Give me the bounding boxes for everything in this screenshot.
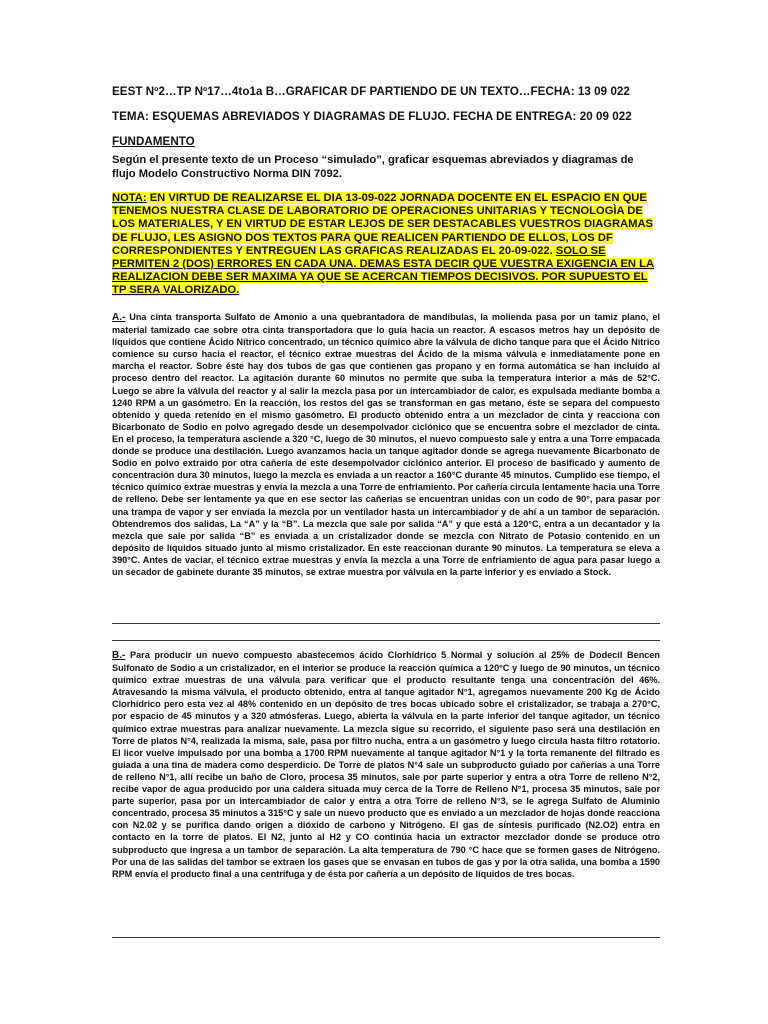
divider-line [112,640,660,641]
section-heading-fundamento: FUNDAMENTO [112,135,195,148]
section-b-label: B.- [112,650,126,661]
intro-paragraph: Según el presente texto de un Proceso “simulado”, graficar esquemas abreviados y diagramas de flujo Modelo Constructivo Norma DIN 7092. [112,154,634,180]
nota-text-part-1: EN VIRTUD DE REALIZARSE EL DIA 13-09-022 JORNADA DOCENTE EN EL ESPACIO EN QUE TENEMOS NUESTRA CLASE DE LABORATORIO DE OPERACIONES UNITARIAS Y TECNOLOGÌA DE LOS MATERIALES, Y EN VIRTUD DE ESTAR LEJOS DE SER DESTACABLES VUESTROS DIAGRAMAS DE FLUJO, LES ASIGNO DOS TEXTOS PARA QUE REALICEN PARTIENDO DE ELLOS, LOS DF CORRESPONDIENTES Y ENTREGUEN LAS GRAFICAS REALIZADAS EL 20-09-022. [112,192,653,257]
section-b-paragraph [112,649,660,880]
section-a-paragraph [112,311,660,578]
header-line-1: EEST Nº2…TP Nº17…4to1a B…GRAFICAR DF PARTIENDO DE UN TEXTO…FECHA: 13 09 022 [112,85,630,98]
divider-line [112,623,660,624]
nota-text-part-2: SOLO SE PERMITEN 2 (DOS) ERRORES EN CADA UNA. DEMAS ESTA DECIR QUE VUESTRA EXIGENCIA EN LA REALIZACION DEBE SER MAXIMA YA QUE SE ACERCAN TIEMPOS DECISIVOS. POR SUPUESTO EL TP SERA VALORIZADO. [112,244,655,297]
header-line-2: TEMA: ESQUEMAS ABREVIADOS Y DIAGRAMAS DE FLUJO. FECHA DE ENTREGA: 20 09 022 [112,110,632,123]
nota-label: NOTA: [112,192,147,204]
section-b-text: Para producir un nuevo compuesto abastecemos ácido Clorhídrico 5 Normal y solución al 25% de Dodecil Bencen Sulfonato de Sodio a un cristalizador, en el interior se produce la reacción química a 120°C y luego de 90 minutos, un técnico químico extrae muestras de una válvula para verificar que el producto resultante tenga una concentración del 46%. Atravesando la misma válvula, el producto obtenido, entra al tanque agitador N°1, agregamos nuevamente 200 Kg de Ácido Clorhídrico pero esta vez al 48% contenido en un depósito de tres bocas ubicado sobre el cristalizador, se trabaja a 270°C, por espacio de 45 minutos y a 320 atmósferas. Luego, abierta la válvula en la parte inferior del tanque agitador, un técnico químico extrae muestras para analizar nuevamente. La mezcla sigue su recorrido, el siguiente paso será una destilación en Torre de platos N°4, realizada la misma, sale, pasa por filtro nucha, entra a un gasómetro y luego circula hasta filtro rotatorio. El licor vuelve impulsado por una bomba a 1700 RPM nuevamente al tanque agitador N°1 y la torta remanente del filtrado es guiada a una tina de madera como desperdicio. De Torre de platos N°4 sale un subproducto guiado por cañerías a una Torre de relleno N°1, allí recibe un baño de Cloro, procesa 35 minutos, sale por parte superior y entra a otra Torre de relleno N°2, recibe vapor de agua producido por una caldera situada muy cerca de la Torre de Relleno N°1, procesa 35 minutos, sale por parte superior, pasa por un intercambiador de calor y entra a otra Torre de relleno N°3, se le agrega Sulfato de Aluminio concentrado, procesa 35 minutos a 315°C y sale un nuevo producto que es enviado a un mezclador de hojas donde reacciona con N2.02 y se purifica dando origen a dióxido de carbono y Nitrógeno. El gas de síntesis purificado (N2.O2) entra en contacto en la torre de platos. El N2, junto al H2 y CO continúa hacia un extractor mezclador donde se produce otro subproducto que ingresa a un tambor de separación. La alta temperatura de 790 °C hace que se formen gases de Nitrógeno. Por una de las salidas del tambor se extraen los gases que se envasan en tubos de gas y por la otra salida, una bomba a 1590 RPM envía el producto final a una centrifuga y de ésta por cañería a un depósito de líquidos de tres bocas. [112,650,660,879]
divider-line [112,937,660,938]
section-a-label: A.- [112,312,126,323]
nota-paragraph [112,192,660,298]
section-a-text: Una cinta transporta Sulfato de Amonio a una quebrantadora de mandíbulas, la molienda pasa por un tamiz plano, el material tamizado cae sobre otra cinta transportadora que lo guía hacia un reactor. A escasos metros hay un depósito de líquidos que contiene Ácido Nítrico concentrado, un técnico químico abre la válvula de dicho tanque para que el Ácido Nítrico comience su curso hacia el reactor, el técnico extrae muestras del Ácido de la misma válvula e inmediatamente pone en marcha el reactor. Sobre éste hay dos tubos de gas que contienen gas propano y en forma automática se han incluido al proceso dentro del reactor. La agitación durante 60 minutos no permite que suba la temperatura interior a más de 52°C. Luego se abre la válvula del reactor y al salir la mezcla pasa por un intercambiador de calor, es expulsada mediante bomba a 1240 RPM a un gasómetro. En la reacción, los restos del gas se transforman en gas metano, éste se separa del compuesto obtenido y queda retenido en el mismo gasómetro. El producto obtenido entra a un mezclador de cinta y reacciona con Bicarbonato de Sodio en polvo agregado desde un desempolvador ciclónico que se encuentra sobre el mezclador de cinta. En el proceso, la temperatura asciende a 320 °C, luego de 30 minutos, el nuevo compuesto sale y entra a una Torre empacada donde se produce una destilación. Luego avanzamos hacia un tanque agitador donde se agrega nuevamente Bicarbonato de Sodio en polvo extraido por otra cañería de este desempolvador ciclónico anterior. El proceso de basificado y aumento de concentración dura 30 minutos, luego la mezcla es enviada a un reactor a 160°C durante 45 minutos. Cumplido ese tiempo, el técnico químico extrae muestras y envía la mezcla a una Torre de enfriamiento. Por cañería circula lentamente hacia una Torre de relleno. Debe ser lentamente ya que en ese sector las cañerias se encuentran unidas con un codo de 90°, para pasar por una trampa de vapor y ser enviada la mezcla por un ventilador hasta un intercambiador y de ahí a un tambor de separación. Obtendremos dos salidas, La “A” y la “B”. La mezcla que sale por salida “A” y que está a 120°C, entra a un decantador y la mezcla que sale por salida “B” es enviada a un cristalizador donde se mezcla con Nitrato de Potasio contenido en un depósito de líquidos situado junto al mismo cristalizador. En este reaccionan durante 90 minutos. La temperatura se eleva a 390°C. Antes de vaciar, el técnico extrae muestras y envía la mezcla a una Torre de enfriamiento de agua para pasar luego a un secador de gabinete durante 35 minutos, se extrae muestra por válvula en la parte inferior y es enviado a Stock. [112,312,660,577]
